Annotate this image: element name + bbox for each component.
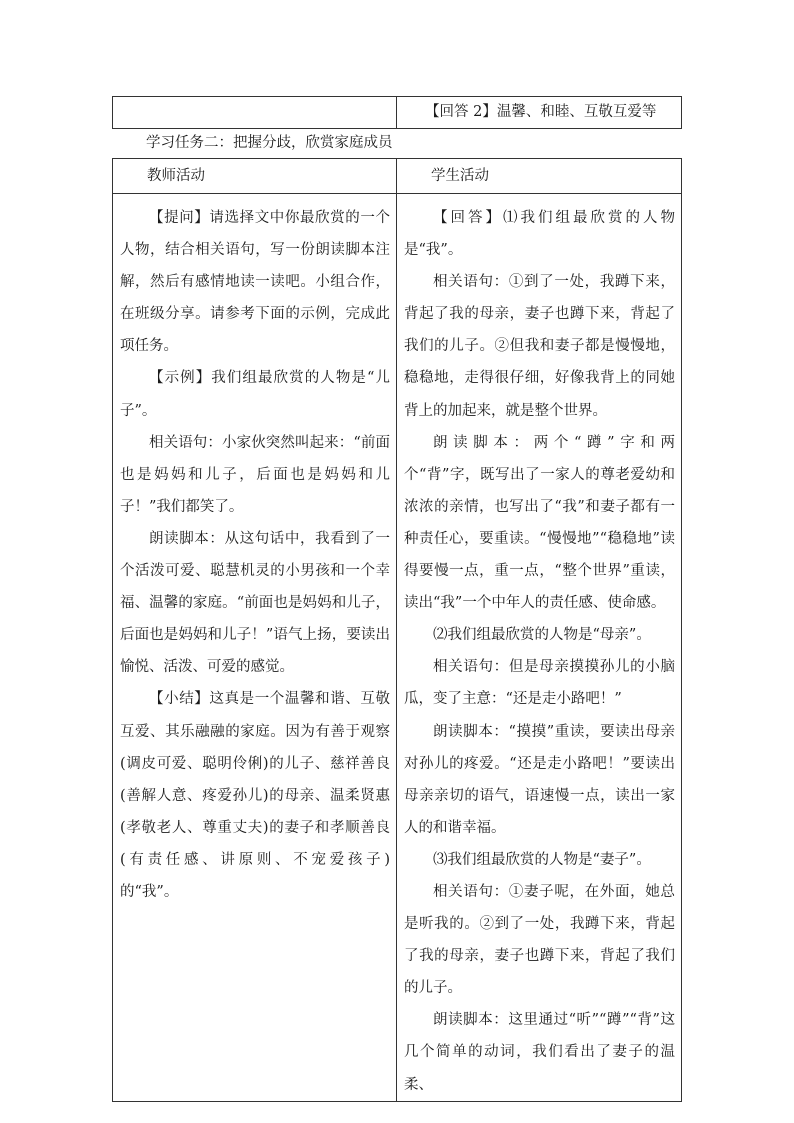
teacher-activity-cell	[113, 194, 397, 1102]
student-activity-header	[397, 159, 682, 194]
teacher-activity-header	[113, 159, 397, 194]
student-answer-2: ⑵我们组最欣赏的人物是“母亲”。	[433, 627, 651, 644]
task-title: 学习任务二：把握分歧，欣赏家庭成员	[146, 135, 393, 151]
table-row	[113, 97, 682, 129]
student-answer-3: ⑶我们组最欣赏的人物是“妻子”。	[433, 851, 651, 868]
student-answer-1-sentences: 相关语句：①到了一处，我蹲下来，背起了我的母亲，妻子也蹲下来，背起了我们的儿子。②但我和妻子都是慢慢地，稳稳地，走得很仔细，好像我背上的同她背上的加起来，就是整个世界。	[404, 274, 675, 419]
student-answer-1-script: 朗读脚本：两个“蹲”字和两个“背”字，既写出了一家人的尊老爱幼和浓浓的亲情，也写出了“我”和妻子都有一种责任心，要重读。“慢慢地”“稳稳地”读得要慢一点，重一点，“整个世界”重读，读出“我”一个中年人的责任感、使命感。	[404, 434, 675, 612]
teacher-example-script: 朗读脚本：从这句话中，我看到了一个活泼可爱、聪慧机灵的小男孩和一个幸福、温馨的家庭。“前面也是妈妈和儿子，后面也是妈妈和儿子！”语气上扬，要读出愉悦、活泼、可爱的感觉。	[120, 530, 390, 676]
teacher-example-sentence: 相关语句：小家伙突然叫起来：“前面也是妈妈和儿子，后面也是妈妈和儿子！”我们都笑了。	[120, 434, 390, 515]
student-answer-2-script: 朗读脚本：“摸摸”重读，要读出母亲对孙儿的疼爱。“还是走小路吧！”要读出母亲亲切的语气，语速慢一点，读出一家人的和谐幸福。	[404, 723, 675, 836]
student-answer-1: 【回答】⑴我们组最欣赏的人物是“我”。	[404, 210, 675, 259]
answer-table-continuation	[112, 96, 682, 129]
teacher-summary: 【小结】这真是一个温馨和谐、互敬互爱、其乐融融的家庭。因为有善于观察(调皮可爱、聪明伶俐)的儿子、慈祥善良(善解人意、疼爱孙儿)的母亲、温柔贤惠(孝敬老人、尊重丈夫)的妻子和孝顺善良(有责任感、讲原则、不宠爱孩子)的“我”。	[120, 691, 390, 900]
student-column	[397, 194, 681, 1101]
table-row	[113, 194, 682, 1102]
student-answer-3-script: 朗读脚本：这里通过“听”“蹲”“背”这几个简单的动词，我们看出了妻子的温柔、	[404, 1012, 675, 1093]
empty-cell	[113, 97, 397, 129]
teacher-example: 【示例】我们组最欣赏的人物是“儿子”。	[120, 370, 390, 419]
teacher-question: 【提问】请选择文中你最欣赏的一个人物，结合相关语句，写一份朗读脚本注解，然后有感情地读一读吧。小组合作，在班级分享。请参考下面的示例，完成此项任务。	[120, 210, 390, 355]
student-answer-2-sentences: 相关语句：但是母亲摸摸孙儿的小脑瓜，变了主意：“还是走小路吧！”	[404, 659, 675, 708]
student-activity-label: 学生活动	[431, 168, 489, 184]
activity-table	[112, 158, 682, 1102]
student-answer-3-sentences: 相关语句：①妻子呢，在外面，她总是听我的。②到了一处，我蹲下来，背起了我的母亲，妻子也蹲下来，背起了我们的儿子。	[404, 883, 675, 997]
answer-2-cell: 【回答 2】温馨、和睦、互敬互爱等	[397, 97, 682, 129]
teacher-column	[113, 194, 396, 908]
student-activity-cell	[397, 194, 682, 1102]
teacher-activity-label: 教师活动	[147, 168, 205, 184]
table-header-row	[113, 159, 682, 194]
